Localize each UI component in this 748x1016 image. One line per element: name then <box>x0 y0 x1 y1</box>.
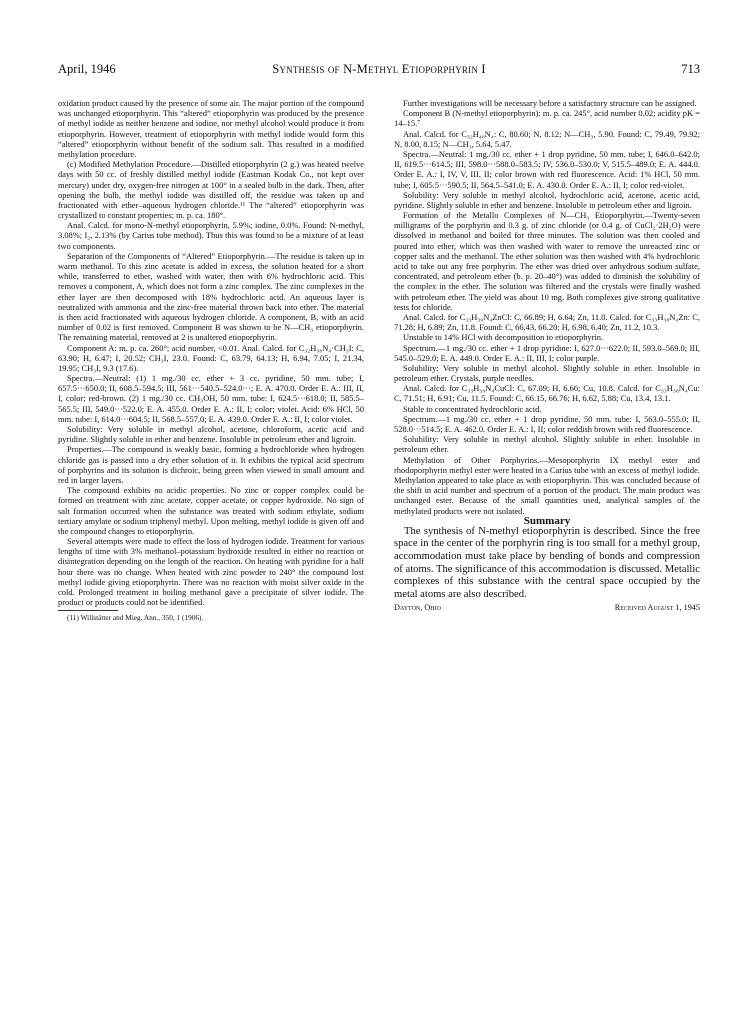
paragraph: Spectrum.—1 mg./30 cc. ether + 1 drop pyridine: I, 627.0···622.0; II, 593.0–569.0; III, 545.0–529.0; E. A. 449.0. Order E. A.: II, III, I; color purple. <box>394 342 700 363</box>
paragraph: Unstable to 14% HCl with decomposition to etioporphyrin. <box>403 332 604 343</box>
paragraph: Separation of the Components of “Altered” Etioporphyrin.—The residue is taken up in warm methanol. To this zinc acetate is added in excess, the solution heated for a short while, transferred to ether, washed with water, then with 6% hydrochloric acid. This removes a component, A, which does not form a zinc complex. The zinc complexes in the ether layer are then decomposed with 18% hydrochloric acid. An aqueous layer is neutralized with ammonia and the zinc-free material thrown back into ether. The material is then acid fractionated with aqueous hydrogen chloride. A component, B, with an acid number of 0.02 is first removed. Component B was shown to be N—CH₃ etioporphyrin. The remaining material, removed at 2 is unaltered etioporphyrin. <box>58 250 364 343</box>
page-number: 713 <box>681 62 700 76</box>
paragraph: Stable to concentrated hydrochloric acid. <box>403 403 542 414</box>
paragraph: Several attempts were made to effect the loss of hydrogen iodide. Treatment for various lengths of time with 3% methanol–potassium hydroxide resulted in either no reaction or disintegration depending on the length of the reaction. On heating with pyridine for a half hour there was no change. When heated with zinc powder to 240° the compound lost methyl iodide giving etioporphyrin. There was no reaction with moist silver oxide in the cold. Prolonged treatment in boiling methanol gave a precipitate of silver iodide. The product or products could not be identified. <box>58 536 364 608</box>
paragraph: (c) Modified Methylation Procedure.—Distilled etioporphyrin (2 g.) was heated twelve days with 50 cc. of freshly distilled methyl iodide (Eastman Kodak Co., not kept over mercury) under dry, oxygen-free nitrogen at 100° in a sealed bulb in the dark. Then, after opening the bulb, the methyl iodide was distilled off, the residue was taken up and fractionated with ether–aqueous hydrogen chloride.¹¹ The “altered” etioporphyrin was crystallized to constant properties; m. p. ca. 180°. <box>58 159 364 221</box>
summary-heading: Summary <box>523 514 571 527</box>
paragraph: Properties.—The compound is weakly basic, forming a hydrochloride when hydrogen chloride gas is passed into a dry ether solution of it. It exhibits the typical acid spectrum of porphyrins and its solution is dichroic, being green when viewed in small amount and red in larger layers. <box>58 444 364 485</box>
paragraph: Methylation of Other Porphyrins.—Mesoporphyrin IX methyl ester and rhodoporphyrin methyl ester were heated in a Carius tube with an excess of methyl iodide. Methylation appeared to take place as with etioporphyrin. This was concluded because of the shift in acid number and spectrum of a portion of the product. The main product was unchanged ester. Because of the small quantities used, analytical samples of the methylated products were not isolated. <box>394 454 700 516</box>
running-header <box>58 62 700 78</box>
paragraph: Component A: m. p. ca. 260°; acid number, <0.01. Anal. Calcd. for C₃₂H₃₈N₄·CH₃I: C, 63.90; H, 6.47; I, 20.52; CH₃I, 23.0. Found: C, 63.79, 64.13; H, 6.94, 7.05; I, 21.34, 19.95; CH₃I, 9.3 (17.6). <box>58 342 364 373</box>
paragraph: Spectra.—Neutral: (1) 1 mg./30 cc. ether + 3 cc. pyridine, 50 mm. tube; I, 657.5···650.0; II, 608.5–594.5; III, 561···540.5–524.0···; E. A. 470.0. Order E. A.: III, II, I, color; red-brown. (2) 1 mg./30 cc. CH₃OH, 50 mm. tube: I, 624.5···618.0; II, 585.5–565.5; III, 549.0···522.0; E. A. 455.0. Order E. A.: II, I; color; violet. Acid: 6% HCl, 50 mm. tube: I, 614.0···604.5; II, 568.5–557.0; E. A. 439.0. Order E. A.: II, I; color violet. <box>58 373 364 424</box>
paragraph: oxidation product caused by the presence of some air. The major portion of the compound was unchanged etioporphyrin. This “altered” etioporphyrin was produced by the presence of methyl iodide as neither benzene and iodine, nor methyl alcohol would produce it from etioporphyrin. However, treatment of etioporphyrin with methyl iodide would form this “altered” etioporphyrin without benefit of the sodium salt. This resulted in a modified methylation procedure. <box>58 98 364 159</box>
right-column <box>394 98 700 614</box>
header-title: Synthesis of N-Methyl Etioporphyrin I <box>272 62 486 76</box>
paragraph: The compound exhibits no acidic properties. No zinc or copper complex could be formed on treatment with zinc acetate, copper acetate, or copper hydroxide. No sign of salt formation occurred when the substance was treated with sodium ethylate, sodium tertiary amylate or sodium triphenyl methyl. Upon melting, methyl iodide is given off and the compound changes to etioporphyrin. <box>58 485 364 536</box>
paragraph: Anal. Calcd. for C₃₃H₃₉N₄ZnCl: C, 66.89; H, 6.64; Zn, 11.0. Calcd. for C₃₃H₃₈N₄Zn: C, 71.28; H, 6.89; Zn, 11.8. Found: C, 66.43, 66.20; H, 6.98, 6.40; Zn, 11.2, 10.3. <box>394 311 700 333</box>
footnote-divider <box>58 610 118 611</box>
paragraph: Formation of the Metallo Complexes of N—CH₃ Etioporphyrin.—Twenty-seven milligrams of the porphyrin and 0.3 g. of zinc chloride (or 0.4 g. of CuCl₂·2H₂O) were dissolved in methanol and boiled for three minutes. The solution was then cooled and poured into ether, which was then washed with water to remove the unreacted zinc or copper salts and the methanol. The ether solution was then washed with 4% hydrochloric acid to take out any free porphyrin. The ether was dried over anhydrous sodium sulfate, concentrated, and petroleum ether (b. p. 20–40°) was added to diminish the solubility of the complex in the ether. The solution was filtered and the crystals were finally washed with petroleum ether. The yield was about 10 mg. Both complexes give strong qualitative tests for chloride. <box>394 210 700 312</box>
summary-text: The synthesis of N-methyl etioporphyrin is described. Since the free space in the center of the porphyrin ring is too small for a methyl group, accommodation must take place by bending of bonds and compression of atoms. The significance of this accommodation is discussed. Metallic complexes of this substance with the central space occupied by the metal atoms are also described. <box>394 525 700 600</box>
paragraph: Spectra.—Neutral: 1 mg./30 cc. ether + 1 drop pyridine, 50 mm. tube; I, 646.0–642.0; II, 619.5···614.5; III, 598.0···588.0–583.5; IV, 536.0–530.0; V, 515.5–489.0; E. A. 444.0. Order E. A.: I, IV, V, III, II; color brown with red fluorescence. Acid: 1% HCl, 50 mm. tube; I, 605.5···590.5; II, 564.5–541.0; E. A. 430.0. Order E. A.: II, I; color red-violet. <box>394 148 700 190</box>
left-column <box>58 98 364 622</box>
author-location: Dayton, Ohio <box>394 603 441 613</box>
summary-section <box>394 526 700 602</box>
paragraph: Solubility: Very soluble in methyl alcohol. Slightly soluble in ether. Insoluble in petroleum ether. Crystals, purple needles. <box>394 362 700 384</box>
paragraph: Anal. Calcd. for mono-N-methyl etioporphyrin, 5.9%; iodine, 0.0%. Found: N-methyl, 3.08%; I₂, 2.13% (by Carius tube method). Thus this was found to be a mixture of at least two components. <box>58 220 364 251</box>
signoff <box>394 603 700 613</box>
paragraph: Component B (N-methyl etioporphyrin): m. p. ca. 245°, acid number 0.02; acidity pK = 14–15.⁷ <box>394 108 700 129</box>
received-date: Received August 1, 1945 <box>614 603 700 613</box>
paragraph: Solubility: Very soluble in methyl alcohol, hydrochloric acid, acetone, acetic acid, pyridine. Slightly soluble in ether and benzene. Insoluble in petroleum ether and ligroin. <box>394 189 700 210</box>
footnote: (11) Willstätter and Mieg. Ann., 350, 1 (1906). <box>67 613 204 623</box>
paragraph: Anal. Calcd. for C₃₃H₃₉N₄CuCl: C, 67.09; H, 6.66; Cu, 10.8. Calcd. for C₃₃H₃₈N₄Cu: C, 71.51; H, 6.91; Cu, 11.5. Found: C, 66.15, 66.76; H, 6.62, 5.88; Cu, 13.4, 13.1. <box>394 383 700 404</box>
paragraph: Spectrum.—1 mg./30 cc. ether + 1 drop pyridine, 50 mm. tube: I, 563.0–555.0; II, 528.0···514.5; E. A. 462.0. Order E. A.: I, II; color reddish brown with red fluorescence. <box>394 413 700 434</box>
header-date: April, 1946 <box>58 62 116 76</box>
paragraph: Solubility: Very soluble in methyl alcohol. Slightly soluble in ether. Insoluble in petroleum ether. <box>394 434 700 455</box>
paragraph: Further investigations will be necessary before a satisfactory structure can be assigned. <box>403 98 697 108</box>
paragraph: Anal. Calcd. for C₃₂H₄₀N₄: C, 80.60; N, 8.12; N—CH₃, 5.90. Found: C, 79.49, 79.92; N, 8.00, 8.15; N—CH₃, 5.64, 5.47. <box>394 128 700 149</box>
paragraph: Solubility: Very soluble in methyl alcohol, acetone, chloroform, acetic acid and pyridine. Slightly soluble in ether and benzene. Insoluble in petroleum ether and ligroin. <box>58 424 364 445</box>
